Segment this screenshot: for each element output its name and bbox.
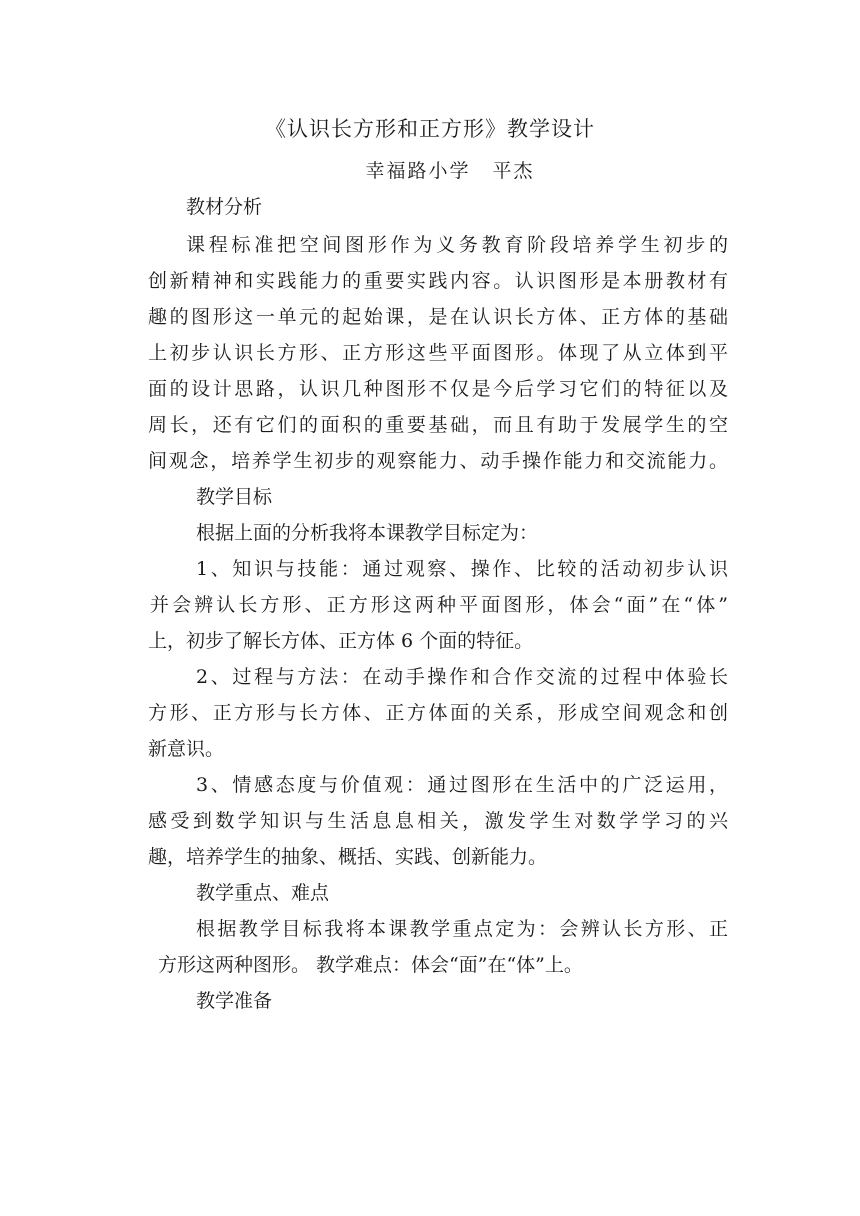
paragraph-line: 并会辨认长方形、正方形这两种平面图形，体会“面”在“体” — [150, 594, 728, 616]
paragraph-line: 感受到数学知识与生活息息相关，激发学生对数学学习的兴 — [148, 810, 728, 832]
paragraph-line: 间观念，培养学生初步的观察能力、动手操作能力和交流能力。 — [148, 450, 728, 472]
paragraph-line: 面的设计思路，认识几种图形不仅是今后学习它们的特征以及 — [148, 378, 728, 400]
paragraph-line: 上初步认识长方形、正方形这些平面图形。体现了从立体到平 — [148, 342, 728, 364]
paragraph-line: 趣的图形这一单元的起始课，是在认识长方体、正方体的基础 — [148, 306, 728, 328]
section-heading: 教学重点、难点 — [196, 882, 330, 904]
paragraph-line: 1、知识与技能：通过观察、操作、比较的活动初步认识 — [196, 558, 728, 580]
paragraph-line: 创新精神和实践能力的重要实践内容。认识图形是本册教材有 — [148, 270, 728, 292]
paragraph-line: 上，初步了解长方体、正方体 6 个面的特征。 — [148, 630, 534, 652]
paragraph-line: 周长，还有它们的面积的重要基础，而且有助于发展学生的空 — [148, 414, 728, 436]
author-name: 平杰 — [492, 160, 535, 182]
paragraph-line: 方形、正方形与长方体、正方体面的关系，形成空间观念和创 — [148, 702, 728, 724]
paragraph-line: 根据上面的分析我将本课教学目标定为： — [196, 522, 539, 544]
section-heading: 教学准备 — [196, 990, 273, 1012]
author-line — [0, 156, 860, 186]
paragraph-line: 新意识。 — [148, 738, 225, 760]
paragraph-line: 3、情感态度与价值观：通过图形在生活中的广泛运用， — [196, 774, 728, 796]
paragraph-line: 2、过程与方法：在动手操作和合作交流的过程中体验长 — [196, 666, 728, 688]
section-heading: 教材分析 — [186, 196, 263, 218]
paragraph-line: 根据教学目标我将本课教学重点定为：会辨认长方形、正 — [196, 918, 728, 940]
section-heading: 教学目标 — [196, 486, 273, 508]
document-title: 《认识长方形和正方形》教学设计 — [265, 117, 595, 141]
paragraph-line: 趣，培养学生的抽象、概括、实践、创新能力。 — [148, 846, 548, 868]
author-school: 幸福路小学 — [365, 160, 471, 182]
paragraph-line: 课程标准把空间图形作为义务教育阶段培养学生初步的 — [186, 234, 728, 256]
paragraph-line: 方形这两种图形。 教学难点：体会“面”在“体”上。 — [158, 954, 583, 976]
